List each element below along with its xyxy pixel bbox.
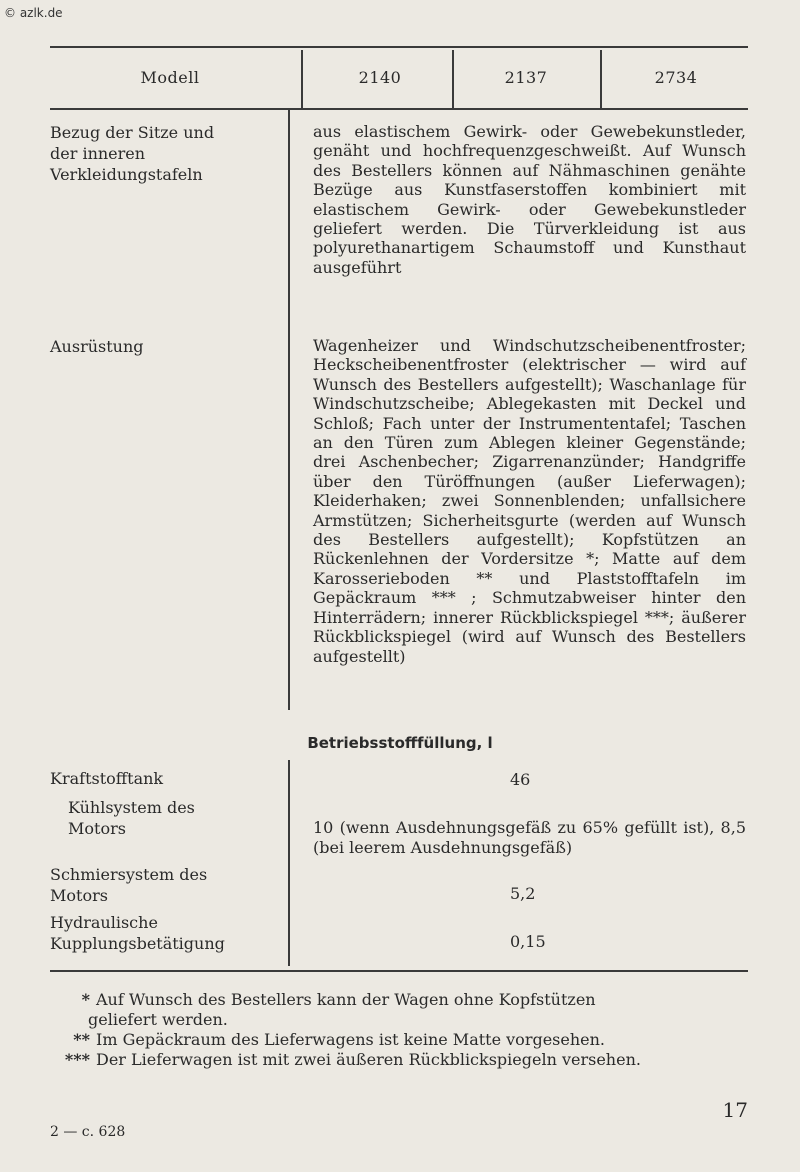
- header-2140: 2140: [358, 68, 402, 87]
- footnote-1-continuation: geliefert werden.: [88, 1010, 228, 1029]
- footnote-3-text: Der Lieferwagen ist mit zwei äußeren Rückblickspiegeln versehen.: [96, 1050, 641, 1069]
- table-header-rule: [50, 108, 748, 110]
- header-2734: 2734: [654, 68, 698, 87]
- table-bottom-rule: [50, 970, 748, 972]
- row-label-ausruestung: Ausrüstung: [50, 337, 144, 356]
- table-top-rule: [50, 46, 748, 48]
- footnote-1-mark: *: [81, 990, 90, 1009]
- fluid-value-cooling: 10 (wenn Ausdehnungsgefäß zu 65% gefüllt ist), 8,5 (bei leerem Ausdehnungsgefäß): [313, 818, 746, 857]
- fluid-value-lubrication: 5,2: [510, 884, 536, 903]
- header-2137: 2137: [504, 68, 548, 87]
- printer-signature: 2 — c. 628: [50, 1124, 126, 1140]
- row-label-bezug: Bezug der Sitze und der inneren Verkleidungstafeln: [50, 123, 215, 184]
- footnote-3: [50, 1050, 750, 1069]
- header-divider-2: [452, 50, 454, 108]
- header-divider-1: [301, 50, 303, 108]
- footnote-2-mark: **: [73, 1030, 90, 1049]
- fluid-label-lubrication: Schmiersystem des Motors: [50, 865, 208, 905]
- fluid-value-clutch: 0,15: [510, 932, 546, 951]
- fluid-label-cooling: Kühlsystem des Motors: [68, 798, 195, 838]
- body-divider: [288, 110, 290, 710]
- row-text-ausruestung: Wagenheizer und Windschutzscheibenentfroster; Heckscheibenentfroster (elektrischer — wird auf Wunsch des Bestellers aufgestellt); Waschanlage für Windschutzscheibe; Ablegekasten mit Deckel und Schloß; Fach unter der Instrumententafel; Taschen an den Türen zum Ablegen kleiner Gegenstände; drei Aschenbecher; Zigarrenanzünder; Handgriffe über den Türöffnungen (außer Lieferwagen); Kleiderhaken; zwei Sonnenblenden; unfallsichere Armstützen; Sicherheitsgurte (werden auf Wunsch des Bestellers aufgestellt); Kopfstützen an Rückenlehnen der Vordersitze *; Matte auf dem Karosserieboden ** und Plaststofftafeln im Gepäckraum *** ; Schmutzabweiser hinter den Hinterrädern; innerer Rückblickspiegel ***; äußerer Rückblickspiegel (wird auf Wunsch des Bestellers aufgestellt): [313, 336, 746, 666]
- footnote-1: [50, 990, 750, 1009]
- section-title-fluids: Betriebsstofffüllung, l: [307, 734, 493, 752]
- footnote-3-mark: ***: [64, 1050, 90, 1069]
- row-text-bezug: aus elastischem Gewirk- oder Gewebekunstleder, genäht und hochfrequenzgeschweißt. Auf Wunsch des Bestellers können auf Nähmaschinen genähte Bezüge aus Kunstfaserstoffen kombiniert mit elastischem Gewirk- oder Gewebekunstleder geliefert werden. Die Türverkleidung ist aus polyurethanartigem Schaumstoff und Kunsthaut ausgeführt: [313, 122, 746, 277]
- footnote-2: [50, 1030, 750, 1049]
- header-divider-3: [600, 50, 602, 108]
- page-number: 17: [722, 1098, 748, 1122]
- fluid-label-clutch: Hydraulische Kupplungsbetätigung: [50, 913, 225, 953]
- site-watermark: © azlk.de: [4, 6, 63, 20]
- footnote-1-text: Auf Wunsch des Bestellers kann der Wagen ohne Kopfstützen: [96, 990, 596, 1009]
- header-modell: Modell: [140, 68, 200, 87]
- fluid-value-fuel: 46: [510, 770, 531, 789]
- fluid-label-fuel: Kraftstofftank: [50, 769, 164, 788]
- footnote-2-text: Im Gepäckraum des Lieferwagens ist keine Matte vorgesehen.: [96, 1030, 606, 1049]
